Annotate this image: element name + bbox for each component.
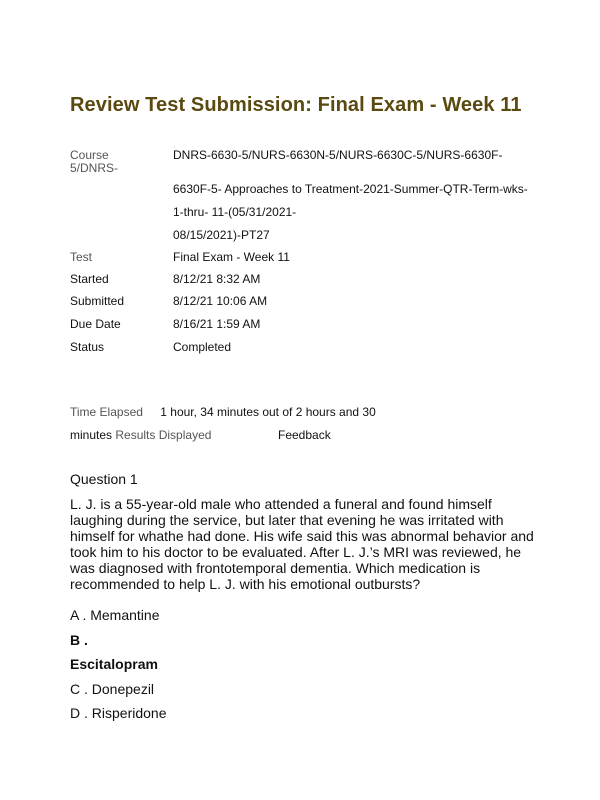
option-b-marker[interactable]: B . [70,632,88,648]
results-displayed-label: Results Displayed [115,428,212,442]
course-value-line-5: 08/15/2021)-PT27 [173,228,270,242]
course-value-line-1: DNRS-6630-5/NURS-6630N-5/NURS-6630C-5/NURS-6630F- [173,148,503,162]
due-date-value: 8/16/21 1:59 AM [173,317,261,331]
status-label: Status [70,340,105,354]
course-value-line-3: 6630F-5- Approaches to Treatment-2021-Summer-QTR-Term-wks- [173,182,528,196]
option-a[interactable]: A . Memantine [70,607,160,623]
time-elapsed-value: 1 hour, 34 minutes out of 2 hours and 30 [160,405,376,419]
results-row [70,428,331,442]
test-label: Test [70,250,93,264]
question-heading: Question 1 [70,471,138,487]
started-label: Started [70,272,109,286]
results-displayed-value: Feedback [278,428,331,442]
course-label: Course [70,148,109,162]
test-value: Final Exam - Week 11 [173,250,290,264]
time-elapsed-value-cont: minutes [70,428,113,442]
submitted-value: 8/12/21 10:06 AM [173,294,268,308]
page-title: Review Test Submission: Final Exam - Week 11 [70,94,522,116]
option-c[interactable]: C . Donepezil [70,681,155,697]
submitted-label: Submitted [70,294,125,308]
due-date-label: Due Date [70,317,121,331]
status-value: Completed [173,340,232,354]
time-elapsed-label: Time Elapsed [70,405,143,419]
course-value-line-2: 5/DNRS- [70,161,119,175]
started-value: 8/12/21 8:32 AM [173,272,261,286]
time-elapsed-row [70,405,376,419]
course-value-line-4: 1-thru- 11-(05/31/2021- [173,205,297,219]
question-text: L. J. is a 55-year-old male who attended a funeral and found himself laughing during the service, but later that evening he was irritated with himself for whathe had done. His wife said this was abnormal behavior and took him to his doctor to be evaluated. After L. J.’s MRI was reviewed, he was diagnosed with frontotemporal dementia. Which medication is recommended to help L. J. with his emotional outbursts? [70,496,534,592]
option-d[interactable]: D . Risperidone [70,705,167,721]
option-b-text[interactable]: Escitalopram [70,656,158,672]
